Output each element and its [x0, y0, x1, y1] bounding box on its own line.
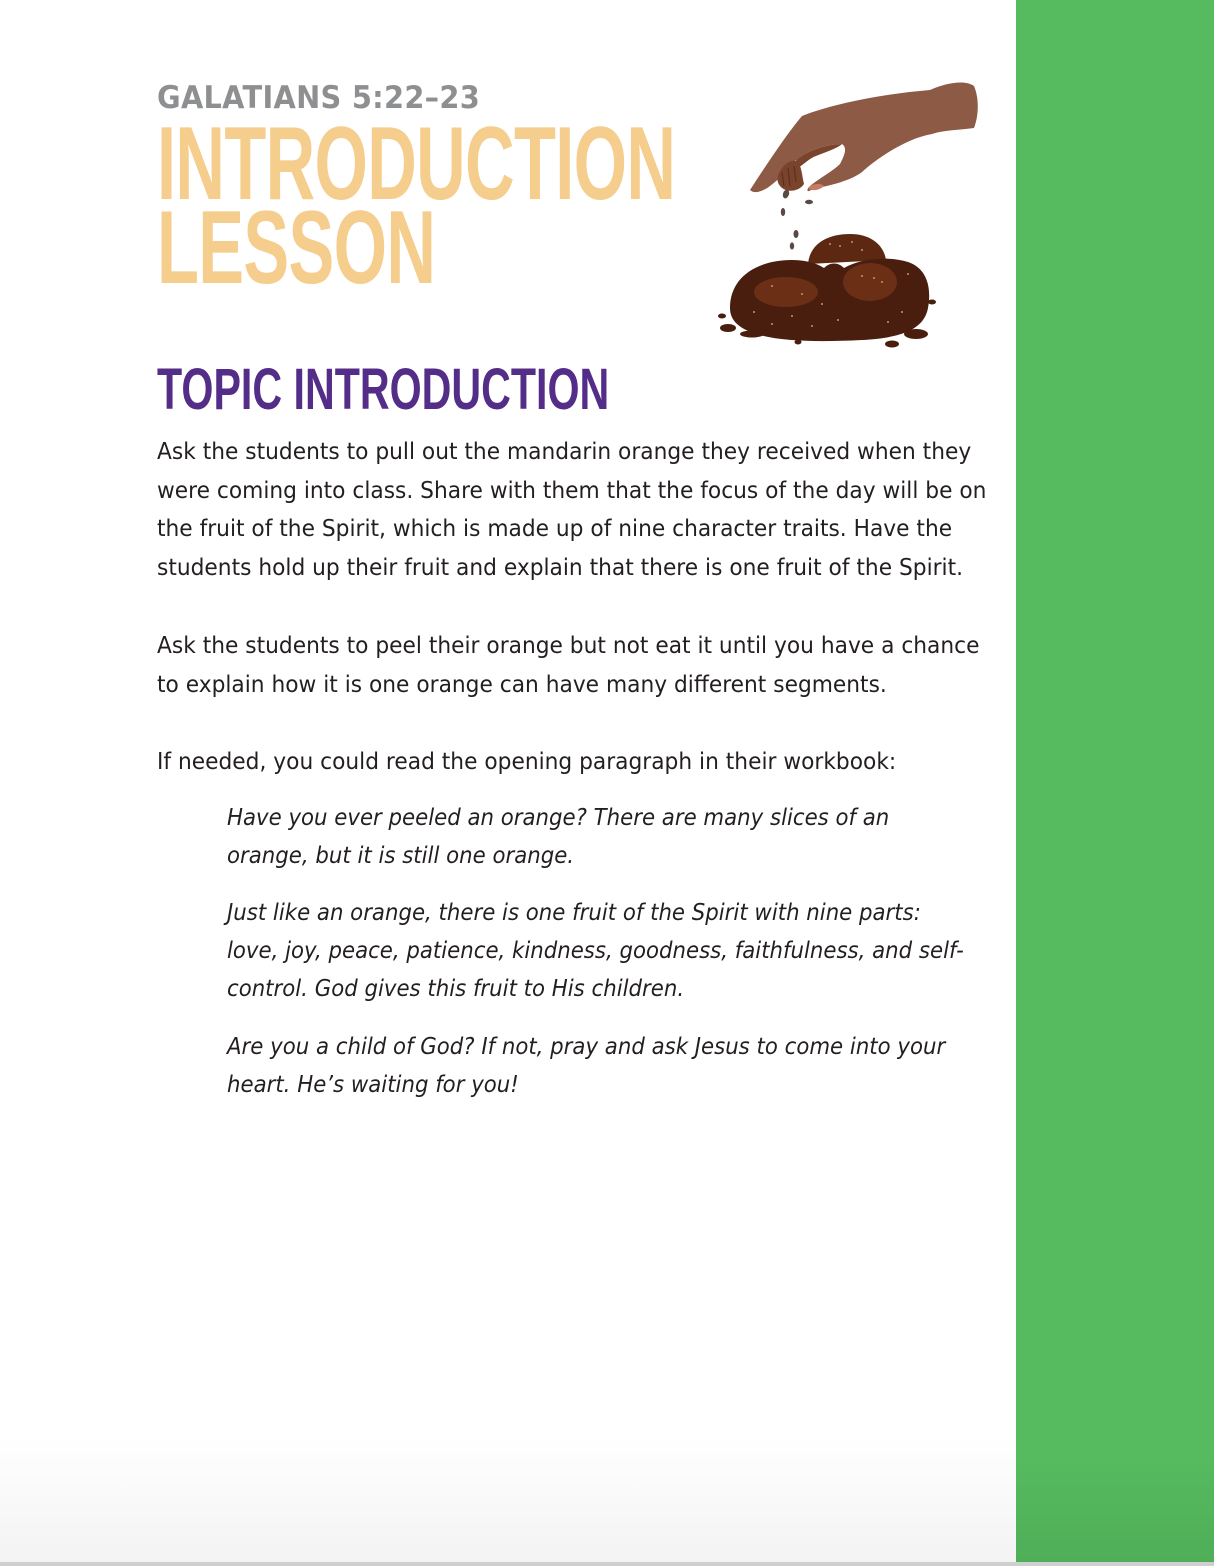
page-bottom-edge — [0, 1562, 1214, 1566]
quote-paragraph-1: Have you ever peeled an orange? There are many slices of an orange, but it is still one orange. — [227, 803, 890, 870]
lesson-title-line-2: LESSON — [157, 190, 436, 306]
lesson-title — [157, 106, 676, 306]
scripture-reference: GALATIANS 5:22–23 — [157, 80, 481, 116]
quote-paragraph-2: Just like an orange, there is one fruit of the Spirit with nine parts: love, joy, peace, patience, kindness, goodness, faithfulness, and self-control. God gives this fruit to His children. — [227, 898, 964, 1003]
paragraph-1: Ask the students to pull out the mandarin orange they received when they were coming into class. Share with them that the focus of the day will be on the fruit of the Spirit, which is made up of nine character traits. Have the students hold up their fruit and explain that there is one fruit of the Spirit. — [157, 437, 987, 581]
quote-paragraph-3: Are you a child of God? If not, pray and ask Jesus to come into your heart. He’s waiting for you! — [227, 1032, 946, 1099]
green-side-bar — [1016, 0, 1214, 1562]
paragraph-3: If needed, you could read the opening paragraph in their workbook: — [157, 747, 897, 775]
lesson-title-line-1: INTRODUCTION — [157, 106, 676, 222]
section-heading: TOPIC INTRODUCTION — [157, 357, 610, 422]
paragraph-2: Ask the students to peel their orange but not eat it until you have a chance to explain how it is one orange can have many different segments. — [157, 631, 980, 698]
hand-planting-seeds-icon — [712, 76, 984, 352]
